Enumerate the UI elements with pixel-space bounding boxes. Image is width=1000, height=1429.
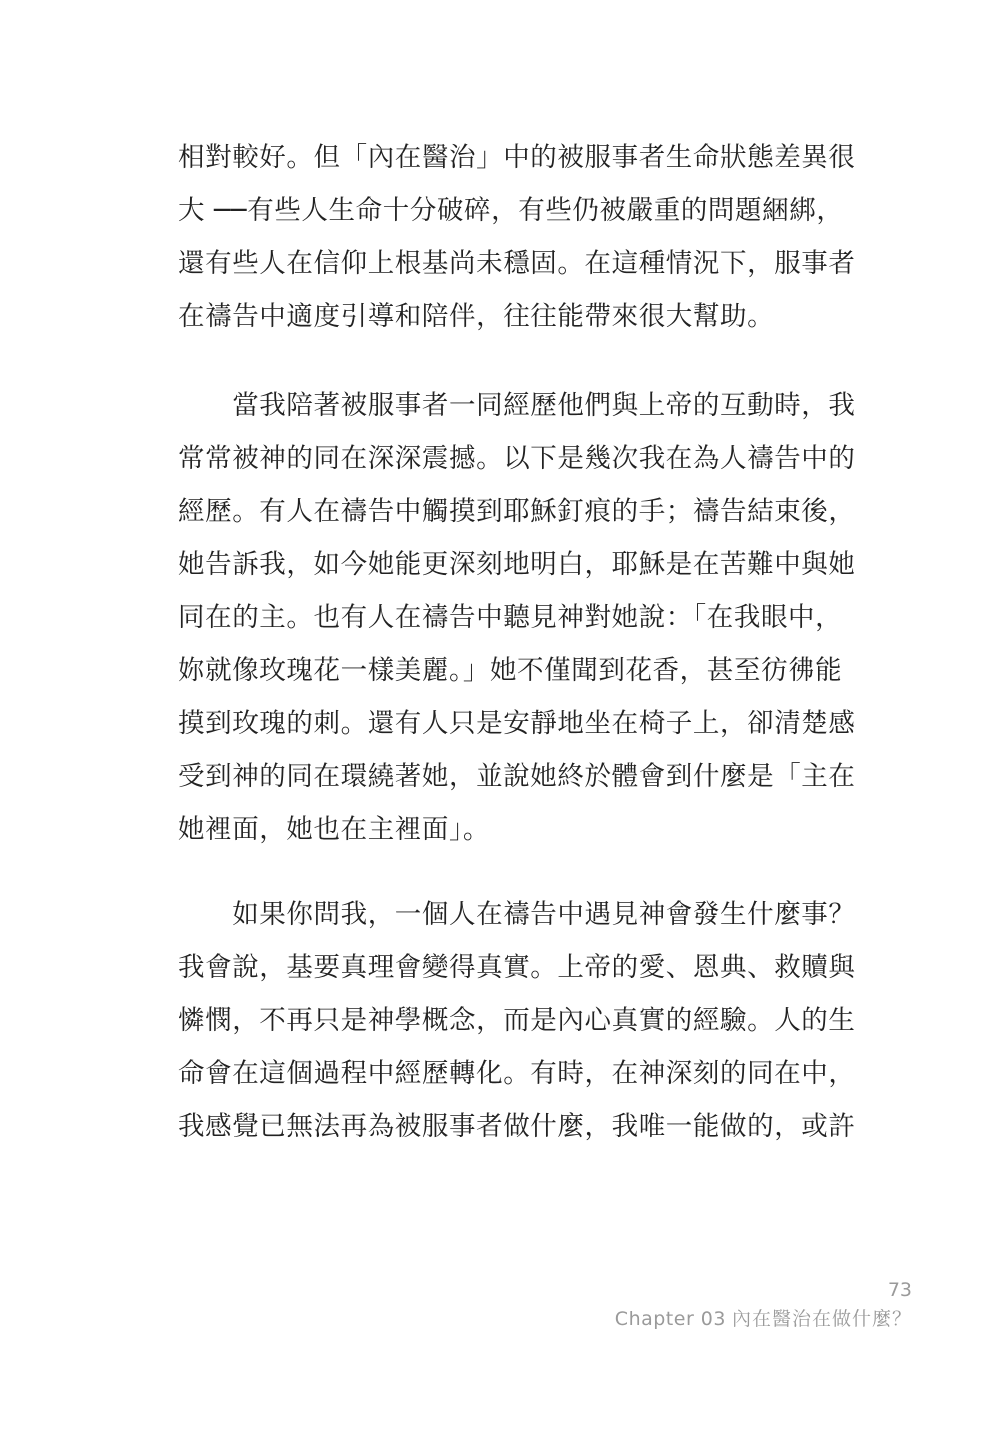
text-line: 在禱告中適度引導和陪伴，往往能帶來很大幫助。 [178,301,775,332]
text-line: 同在的主。也有人在禱告中聽見神對她說：「在我眼中， [178,602,843,633]
text-line: 受到神的同在環繞著她，並說她終於體會到什麼是「主在 [178,761,856,792]
text-line: 她告訴我，如今她能更深刻地明白，耶穌是在苦難中與她 [178,549,856,580]
running-footer [615,1306,912,1332]
text-line: 如果你問我，一個人在禱告中遇見神會發生什麼事？ [178,899,856,930]
paragraph-2 [178,379,878,856]
text-line: 常常被神的同在深深震撼。以下是幾次我在為人禱告中的 [178,443,856,474]
text-line: 當我陪著被服事者一同經歷他們與上帝的互動時，我 [178,390,856,421]
paragraph-1 [178,131,878,343]
text-line: 我感覺已無法再為被服事者做什麼，我唯一能做的，或許 [178,1111,856,1142]
chapter-label: Chapter 03 [614,1308,726,1330]
chapter-title: 內在醫治在做什麼？ [731,1308,912,1330]
page-number: 73 [887,1279,912,1301]
text-line: 摸到玫瑰的刺。還有人只是安靜地坐在椅子上，卻清楚感 [178,708,856,739]
text-line: 憐憫，不再只是神學概念，而是內心真實的經驗。人的生 [178,1005,856,1036]
text-line: 她裡面，她也在主裡面」。 [178,814,490,845]
text-line: 妳就像玫瑰花一樣美麗。」她不僅聞到花香，甚至彷彿能 [178,655,843,686]
text-line: 命會在這個過程中經歷轉化。有時，在神深刻的同在中， [178,1058,856,1089]
text-line: 經歷。有人在禱告中觸摸到耶穌釘痕的手；禱告結束後， [178,496,856,527]
paragraph-3 [178,888,878,1153]
text-line: 相對較好。但「內在醫治」中的被服事者生命狀態差異很 [178,142,856,173]
text-line: 大 ──有些人生命十分破碎，有些仍被嚴重的問題綑綁， [178,195,844,226]
text-line: 還有些人在信仰上根基尚未穩固。在這種情況下，服事者 [178,248,856,279]
text-line: 我會說，基要真理會變得真實。上帝的愛、恩典、救贖與 [178,952,856,983]
